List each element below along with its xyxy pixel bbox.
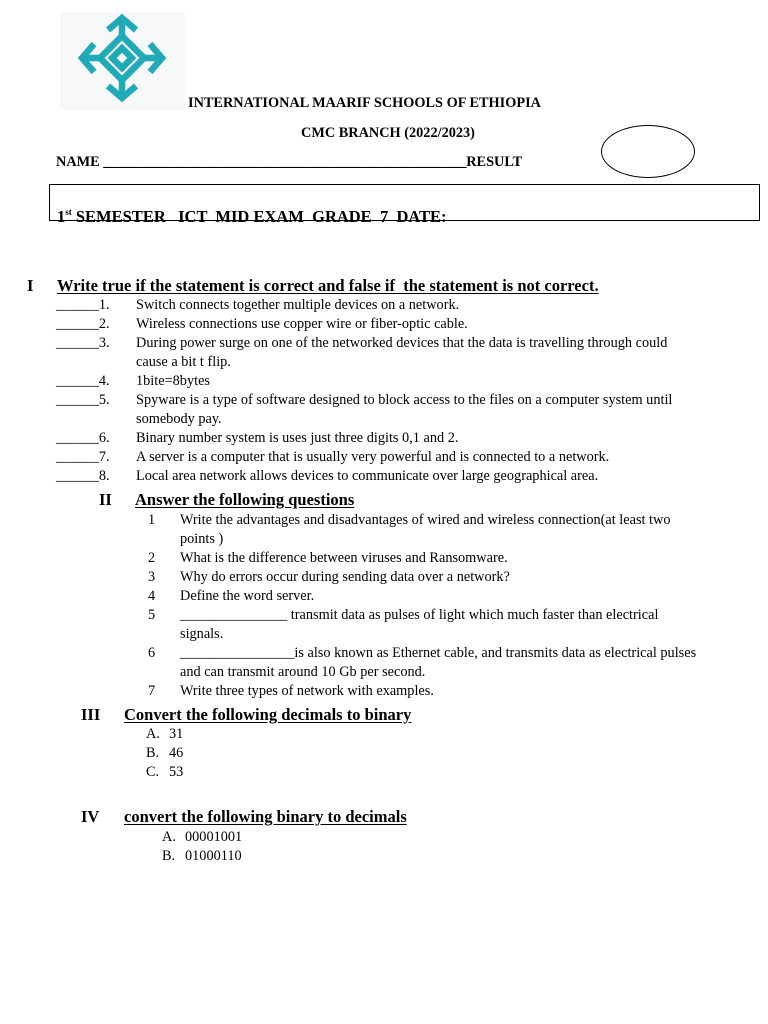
- question-number: 6: [148, 645, 156, 661]
- item-text-line: cause a bit t flip.: [136, 354, 231, 370]
- conversion-value: 01000110: [185, 848, 242, 864]
- answer-blank[interactable]: ______: [56, 335, 99, 351]
- item-text: [136, 391, 756, 429]
- section-3-numeral: III: [81, 705, 101, 724]
- exam-title-text: SEMESTER ICT MID EXAM GRADE 7 DATE:: [75, 207, 447, 226]
- question-item: [148, 682, 760, 701]
- question-text: [180, 682, 760, 701]
- section-3-heading: Convert the following decimals to binary: [124, 705, 412, 724]
- school-name: INTERNATIONAL MAARIF SCHOOLS OF ETHIOPIA: [188, 95, 541, 111]
- section-2-list: [148, 511, 760, 701]
- conversion-value: 00001001: [185, 829, 243, 845]
- section-4-numeral: IV: [81, 807, 100, 826]
- conversion-value: 53: [169, 764, 184, 780]
- item-number-label: 2.: [98, 316, 110, 332]
- item-text-line: Wireless connections use copper wire or fiber-optic cable.: [136, 316, 468, 332]
- answer-blank[interactable]: ______: [56, 392, 99, 408]
- item-number: [56, 429, 136, 448]
- question-text: [180, 549, 760, 568]
- item-number: [56, 296, 136, 315]
- conversion-label: C.: [146, 764, 160, 780]
- name-field-line[interactable]: _____________________________________________________: [103, 154, 467, 170]
- question-text-line: Define the word server.: [180, 588, 315, 604]
- section-4-heading: convert the following binary to decimals: [124, 807, 407, 826]
- question-text-line: Why do errors occur during sending data over a network?: [180, 569, 510, 585]
- conversion-item: [162, 847, 242, 866]
- name-label: NAME: [56, 154, 100, 170]
- item-text: [136, 429, 756, 448]
- item-text: [136, 448, 756, 467]
- question-text-line: _______________ transmit data as pulses of light which much faster than electrical: [180, 607, 659, 623]
- question-text-line: ________________is also known as Ethernet cable, and transmits data as electrical pulses: [180, 645, 697, 661]
- conversion-value: 31: [169, 726, 184, 742]
- true-false-item: [56, 296, 756, 315]
- item-text: [136, 334, 756, 372]
- item-text-line: Spyware is a type of software designed to block access to the files on a computer system until: [136, 392, 673, 408]
- true-false-item: [56, 315, 756, 334]
- item-text: [136, 296, 756, 315]
- item-number-label: 4.: [98, 373, 110, 389]
- section-1-numeral: I: [27, 276, 34, 295]
- exam-title: [57, 202, 447, 227]
- item-text-line: During power surge on one of the networked devices that the data is travelling through could: [136, 335, 668, 351]
- result-oval[interactable]: [601, 125, 695, 178]
- item-text-line: Local area network allows devices to communicate over large geographical area.: [136, 468, 599, 484]
- semester-ordinal-suffix: st: [65, 207, 72, 217]
- section-4-list: [162, 828, 242, 866]
- item-number-label: 7.: [98, 449, 110, 465]
- question-item: [148, 568, 760, 587]
- item-text-line: Binary number system is uses just three digits 0,1 and 2.: [136, 430, 459, 446]
- answer-blank[interactable]: ______: [56, 430, 99, 446]
- section-1-heading: Write true if the statement is correct and false if the statement is not correct.: [57, 276, 599, 295]
- item-text-line: somebody pay.: [136, 411, 222, 427]
- item-number: [56, 372, 136, 391]
- true-false-item: [56, 334, 756, 372]
- item-text: [136, 372, 756, 391]
- item-number-label: 6.: [98, 430, 110, 446]
- true-false-item: [56, 429, 756, 448]
- conversion-item: [162, 828, 242, 847]
- item-number-label: 8.: [98, 468, 110, 484]
- section-2-heading: Answer the following questions: [135, 490, 355, 509]
- question-item: [148, 606, 760, 644]
- question-text-line: and can transmit around 10 Gb per second.: [180, 664, 426, 680]
- conversion-item: [146, 763, 183, 782]
- question-number: 2: [148, 550, 156, 566]
- true-false-item: [56, 467, 756, 486]
- item-text-line: A server is a computer that is usually very powerful and is connected to a network.: [136, 449, 610, 465]
- question-text: [180, 587, 760, 606]
- answer-blank[interactable]: ______: [56, 297, 99, 313]
- item-number: [56, 391, 136, 429]
- question-number: 4: [148, 588, 156, 604]
- answer-blank[interactable]: ______: [56, 468, 99, 484]
- item-number: [56, 467, 136, 486]
- conversion-label: B.: [146, 745, 160, 761]
- question-item: [148, 549, 760, 568]
- question-number: 7: [148, 683, 156, 699]
- item-text: [136, 315, 756, 334]
- section-1-list: [56, 296, 756, 486]
- answer-blank[interactable]: ______: [56, 316, 99, 332]
- question-text-line: points ): [180, 531, 224, 547]
- question-text-line: What is the difference between viruses and Ransomware.: [180, 550, 508, 566]
- conversion-value: 46: [169, 745, 184, 761]
- conversion-label: A.: [146, 726, 160, 742]
- conversion-label: A.: [162, 829, 176, 845]
- conversion-item: [146, 744, 183, 763]
- true-false-item: [56, 448, 756, 467]
- section-2-numeral: II: [99, 490, 112, 509]
- answer-blank[interactable]: ______: [56, 449, 99, 465]
- item-text-line: 1bite=8bytes: [136, 373, 210, 389]
- name-row: [56, 153, 522, 172]
- question-text: [180, 644, 760, 682]
- question-item: [148, 644, 760, 682]
- item-number: [56, 334, 136, 372]
- item-text: [136, 467, 756, 486]
- item-number-label: 1.: [98, 297, 110, 313]
- section-3-list: [146, 725, 183, 782]
- item-text-line: Switch connects together multiple devices on a network.: [136, 297, 460, 313]
- conversion-label: B.: [162, 848, 176, 864]
- question-item: [148, 511, 760, 549]
- question-text: [180, 568, 760, 587]
- answer-blank[interactable]: ______: [56, 373, 99, 389]
- question-number: 3: [148, 569, 156, 585]
- question-text-line: signals.: [180, 626, 224, 642]
- question-text: [180, 511, 760, 549]
- item-number-label: 3.: [98, 335, 110, 351]
- question-number: 1: [148, 512, 156, 528]
- semester-number: 1: [57, 207, 66, 226]
- question-number: 5: [148, 607, 156, 623]
- question-text: [180, 606, 760, 644]
- maarif-logo-icon: [60, 12, 185, 110]
- item-number: [56, 448, 136, 467]
- question-text-line: Write the advantages and disadvantages of wired and wireless connection(at least two: [180, 512, 671, 528]
- item-number-label: 5.: [98, 392, 110, 408]
- true-false-item: [56, 391, 756, 429]
- true-false-item: [56, 372, 756, 391]
- branch-name: CMC BRANCH (2022/2023): [301, 125, 475, 141]
- item-number: [56, 315, 136, 334]
- conversion-item: [146, 725, 183, 744]
- result-label: RESULT: [466, 154, 523, 170]
- question-text-line: Write three types of network with examples.: [180, 683, 434, 699]
- question-item: [148, 587, 760, 606]
